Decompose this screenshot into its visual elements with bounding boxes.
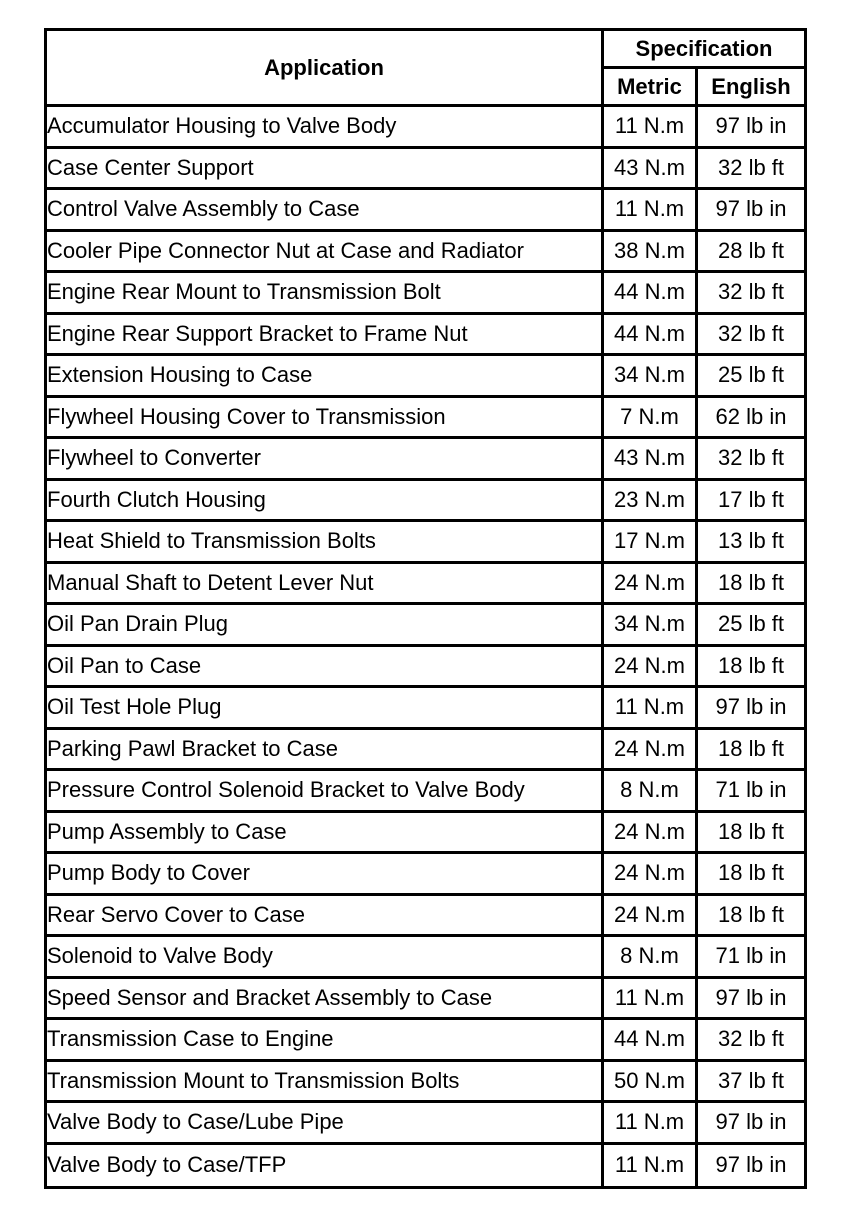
application-cell: Pump Assembly to Case — [47, 813, 604, 855]
table-row — [47, 273, 804, 315]
table-row — [47, 481, 804, 523]
metric-cell: 23 N.m — [604, 481, 698, 523]
application-cell: Control Valve Assembly to Case — [47, 190, 604, 232]
metric-header: Metric — [604, 69, 698, 107]
application-cell: Flywheel to Converter — [47, 439, 604, 481]
english-cell: 18 lb ft — [698, 564, 804, 606]
english-cell: 97 lb in — [698, 1103, 804, 1145]
specification-header: Specification — [604, 31, 804, 69]
application-cell: Pump Body to Cover — [47, 854, 604, 896]
english-cell: 71 lb in — [698, 771, 804, 813]
english-cell: 18 lb ft — [698, 854, 804, 896]
english-cell: 32 lb ft — [698, 315, 804, 357]
metric-cell: 24 N.m — [604, 896, 698, 938]
application-cell: Pressure Control Solenoid Bracket to Valve Body — [47, 771, 604, 813]
english-cell: 18 lb ft — [698, 813, 804, 855]
metric-cell: 11 N.m — [604, 979, 698, 1021]
table-row — [47, 937, 804, 979]
english-cell: 97 lb in — [698, 190, 804, 232]
table-row — [47, 771, 804, 813]
english-cell: 17 lb ft — [698, 481, 804, 523]
english-cell: 97 lb in — [698, 107, 804, 149]
table-row — [47, 439, 804, 481]
metric-cell: 24 N.m — [604, 813, 698, 855]
metric-cell: 43 N.m — [604, 439, 698, 481]
table-row — [47, 232, 804, 274]
metric-cell: 11 N.m — [604, 688, 698, 730]
application-cell: Cooler Pipe Connector Nut at Case and Radiator — [47, 232, 604, 274]
english-cell: 13 lb ft — [698, 522, 804, 564]
metric-cell: 11 N.m — [604, 190, 698, 232]
application-cell: Engine Rear Support Bracket to Frame Nut — [47, 315, 604, 357]
application-cell: Manual Shaft to Detent Lever Nut — [47, 564, 604, 606]
application-cell: Solenoid to Valve Body — [47, 937, 604, 979]
english-cell: 97 lb in — [698, 688, 804, 730]
metric-cell: 50 N.m — [604, 1062, 698, 1104]
english-cell: 18 lb ft — [698, 730, 804, 772]
application-cell: Fourth Clutch Housing — [47, 481, 604, 523]
metric-cell: 11 N.m — [604, 1145, 698, 1187]
table-row — [47, 854, 804, 896]
torque-spec-table — [44, 28, 807, 1189]
table-row — [47, 1145, 804, 1187]
english-cell: 18 lb ft — [698, 647, 804, 689]
english-cell: 32 lb ft — [698, 149, 804, 191]
metric-cell: 24 N.m — [604, 564, 698, 606]
metric-cell: 44 N.m — [604, 315, 698, 357]
table-row — [47, 1020, 804, 1062]
english-header: English — [698, 69, 804, 107]
application-cell: Accumulator Housing to Valve Body — [47, 107, 604, 149]
application-cell: Valve Body to Case/TFP — [47, 1145, 604, 1187]
metric-cell: 8 N.m — [604, 771, 698, 813]
table-row — [47, 315, 804, 357]
metric-cell: 11 N.m — [604, 107, 698, 149]
table-row — [47, 647, 804, 689]
table-row — [47, 1103, 804, 1145]
metric-cell: 11 N.m — [604, 1103, 698, 1145]
metric-cell: 24 N.m — [604, 854, 698, 896]
english-cell: 62 lb in — [698, 398, 804, 440]
english-cell: 28 lb ft — [698, 232, 804, 274]
table-body — [47, 107, 804, 1186]
metric-cell: 8 N.m — [604, 937, 698, 979]
application-cell: Heat Shield to Transmission Bolts — [47, 522, 604, 564]
metric-cell: 7 N.m — [604, 398, 698, 440]
application-cell: Valve Body to Case/Lube Pipe — [47, 1103, 604, 1145]
english-cell: 18 lb ft — [698, 896, 804, 938]
application-cell: Transmission Case to Engine — [47, 1020, 604, 1062]
english-cell: 25 lb ft — [698, 356, 804, 398]
english-cell: 37 lb ft — [698, 1062, 804, 1104]
metric-cell: 34 N.m — [604, 356, 698, 398]
table-row — [47, 605, 804, 647]
table-row — [47, 896, 804, 938]
application-cell: Parking Pawl Bracket to Case — [47, 730, 604, 772]
table-row — [47, 398, 804, 440]
table-row — [47, 1062, 804, 1104]
metric-cell: 43 N.m — [604, 149, 698, 191]
table-row — [47, 564, 804, 606]
english-cell: 97 lb in — [698, 1145, 804, 1187]
application-cell: Transmission Mount to Transmission Bolts — [47, 1062, 604, 1104]
application-header: Application — [47, 31, 604, 107]
metric-cell: 38 N.m — [604, 232, 698, 274]
table-row — [47, 813, 804, 855]
table-row — [47, 688, 804, 730]
application-cell: Engine Rear Mount to Transmission Bolt — [47, 273, 604, 315]
table-row — [47, 730, 804, 772]
english-cell: 71 lb in — [698, 937, 804, 979]
english-cell: 32 lb ft — [698, 273, 804, 315]
application-cell: Oil Test Hole Plug — [47, 688, 604, 730]
metric-cell: 44 N.m — [604, 273, 698, 315]
metric-cell: 44 N.m — [604, 1020, 698, 1062]
application-cell: Extension Housing to Case — [47, 356, 604, 398]
application-cell: Case Center Support — [47, 149, 604, 191]
application-cell: Flywheel Housing Cover to Transmission — [47, 398, 604, 440]
table-row — [47, 522, 804, 564]
table-row — [47, 356, 804, 398]
english-cell: 32 lb ft — [698, 439, 804, 481]
english-cell: 25 lb ft — [698, 605, 804, 647]
application-cell: Speed Sensor and Bracket Assembly to Case — [47, 979, 604, 1021]
table-row — [47, 190, 804, 232]
table-row — [47, 149, 804, 191]
table-row — [47, 979, 804, 1021]
metric-cell: 34 N.m — [604, 605, 698, 647]
application-cell: Rear Servo Cover to Case — [47, 896, 604, 938]
english-cell: 32 lb ft — [698, 1020, 804, 1062]
application-cell: Oil Pan to Case — [47, 647, 604, 689]
metric-cell: 24 N.m — [604, 647, 698, 689]
table-row — [47, 107, 804, 149]
application-cell: Oil Pan Drain Plug — [47, 605, 604, 647]
metric-cell: 24 N.m — [604, 730, 698, 772]
english-cell: 97 lb in — [698, 979, 804, 1021]
metric-cell: 17 N.m — [604, 522, 698, 564]
